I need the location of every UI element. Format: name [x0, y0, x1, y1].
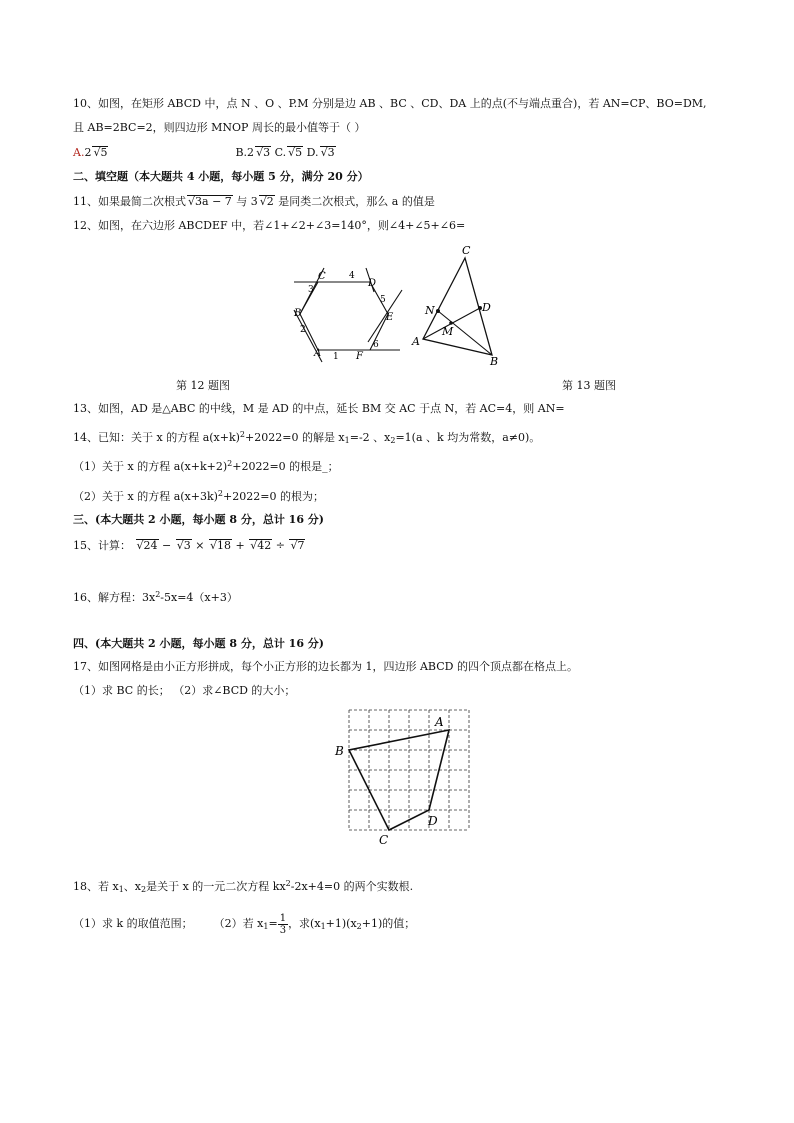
q16: 16、解方程：$3x^2-5x=4(x+3)$	[73, 590, 238, 604]
q10-line2: 且 AB=2BC=2，则四边形 MNOP 周长的最小值等于（ ）	[73, 121, 366, 134]
fig17-label-d: D	[428, 814, 438, 828]
figure-12-hexagon	[280, 262, 410, 372]
fig17-label-a: A	[435, 715, 444, 729]
figure-13-caption: 第 13 题图	[562, 379, 616, 392]
figure-12-caption: 第 12 题图	[176, 379, 230, 392]
fig12-label-d: D	[368, 278, 377, 289]
fig12-label-1: 1	[333, 352, 339, 362]
fig13-label-d: D	[482, 301, 491, 314]
q18-stem: 18、若 $x_1$、$x_2$是关于 x 的一元二次方程 $kx^2-2x+4=0$ 的两个实数根.	[73, 879, 414, 894]
q17-parts: （1）求 BC 的长； （2）求∠BCD 的大小；	[73, 684, 296, 697]
option-c-label: C.	[274, 146, 287, 159]
q15-radical-18: √18	[209, 539, 231, 552]
section-2-title: 二、填空题（本大题共 4 小题，每小题 5 分，满分 20 分）	[73, 170, 369, 183]
fig13-label-a: A	[412, 335, 420, 348]
fig13-label-m: M	[442, 325, 454, 338]
q12-text: 12、如图，在六边形 ABCDEF 中，若∠1+∠2+∠3=140°，则∠4+∠5+∠6=	[73, 219, 466, 232]
q14-stem: 14、已知：关于 x 的方程 $a(x+k)^2+2022=0$ 的解是 $x_1=-2$ 、$x_2=1(a$ 、k 均为常数，a≠0)。	[73, 430, 541, 445]
fig12-label-f: F	[356, 351, 363, 362]
figure-13-triangle	[410, 244, 520, 369]
section-4-title: 四、(本大题共 2 小题，每小题 8 分，总计 16 分)	[73, 637, 325, 650]
q13-text: 13、如图，AD 是△ABC 的中线，M 是 AD 的中点，延长 BM 交 AC 于点 N，若 AC=4，则 AN=	[73, 402, 565, 415]
fig12-label-5: 5	[380, 295, 386, 305]
fig12-label-a: A	[314, 348, 322, 359]
fig17-label-b: B	[335, 744, 344, 758]
q14-part-2: （2）关于 x 的方程 $a(x+3k)^2+2022=0$ 的根为；	[73, 489, 324, 503]
fig13-label-n: N	[425, 304, 435, 317]
fig13-label-c: C	[462, 244, 471, 257]
q15: 15、计算： √24 − √3 × √18 + √42 ÷ √7	[73, 539, 305, 552]
figure-17-grid	[335, 706, 465, 848]
fig12-label-c: C	[318, 271, 326, 282]
fig13-label-b: B	[490, 355, 499, 368]
option-c-radicand: √5	[288, 146, 303, 159]
q18-fraction: $\frac{1}{3}$	[279, 912, 287, 936]
q11-radical-2: √2	[259, 195, 274, 208]
q11-radical-1: √3a − 7	[188, 195, 232, 208]
q15-radical-24: √24	[136, 539, 158, 552]
q15-radical-3: √3	[176, 539, 191, 552]
q10-line1: 10、如图，在矩形 ABCD 中，点 N 、O 、P.M 分别是边 AB 、BC 、CD、DA 上的点(不与端点重合)，若 AN=CP、BO=DM,	[73, 97, 707, 110]
q15-radical-42: √42	[250, 539, 272, 552]
fig12-label-e: E	[386, 312, 394, 323]
fig17-label-c: C	[379, 833, 389, 847]
fig12-label-4: 4	[349, 271, 355, 281]
option-b-label: B.2	[235, 146, 255, 159]
option-a-coef: 2	[84, 146, 92, 159]
q17-text: 17、如图网格是由小正方形拼成，每个小正方形的边长都为 1，四边形 ABCD 的四个顶点都在格点上。	[73, 660, 578, 673]
option-d-label: D.	[306, 146, 319, 159]
fig12-label-6: 6	[373, 340, 379, 350]
option-b-radicand: √3	[256, 146, 271, 159]
option-a-label: A.	[73, 146, 85, 159]
fig12-label-2: 2	[300, 325, 306, 335]
option-d-radicand: √3	[320, 146, 335, 159]
fig12-label-3: 3	[308, 285, 314, 295]
q14-part-1: （1）关于 x 的方程 $a(x+k+2)^2+2022=0$ 的根是_；	[73, 459, 339, 473]
section-3-title: 三、(本大题共 2 小题，每小题 8 分，总计 16 分)	[73, 513, 325, 526]
q10-options	[73, 146, 336, 160]
q11: 11、如果最简二次根式 √3a − 7 与 3 √2 是同类二次根式，那么 a 的值是	[73, 195, 435, 208]
q15-radical-7: √7	[290, 539, 305, 552]
option-a-radicand: √5	[93, 146, 108, 159]
fig12-label-b: B	[294, 308, 302, 319]
q18-parts: （1）求 k 的取值范围； （2）若 $x_1=$ $\frac{1}{3}$ ，求$(x_1+1)(x_2+1)$的值；	[73, 912, 416, 936]
